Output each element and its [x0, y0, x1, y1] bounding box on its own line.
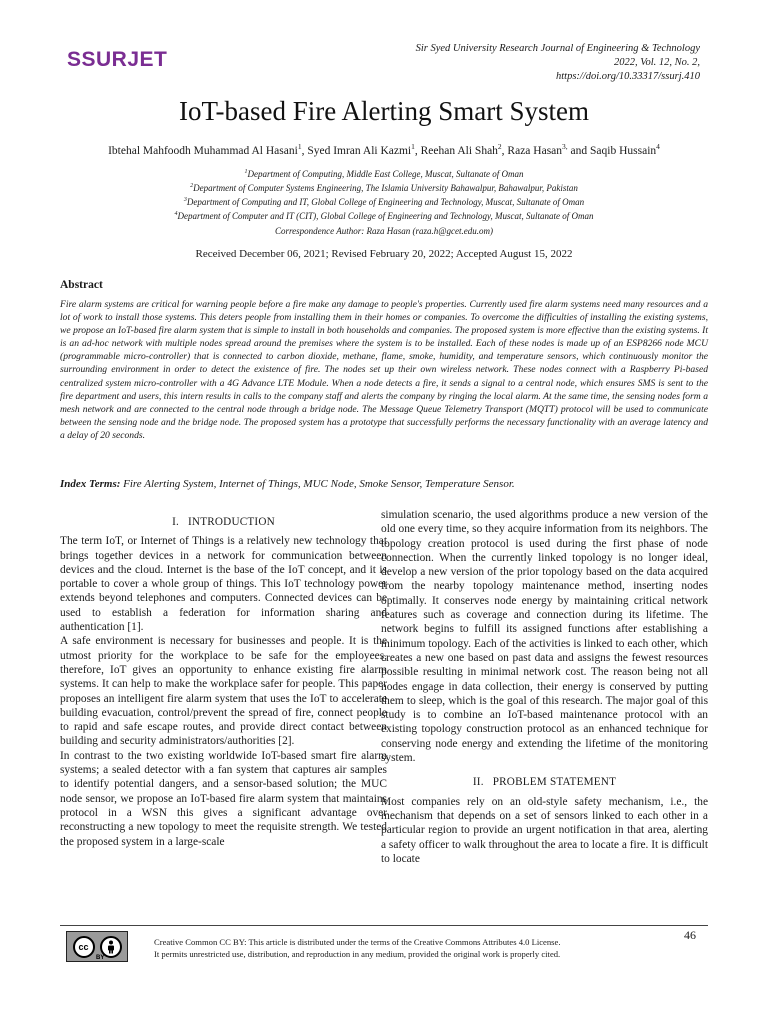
journal-volume: 2022, Vol. 12, No. 2, [613, 57, 700, 68]
affiliation-list [40, 166, 728, 222]
affiliation [40, 208, 728, 222]
author-affil-mark: 2 [497, 142, 502, 151]
author-name: Reehan Ali Shah [420, 144, 498, 157]
by-label: BY [96, 955, 105, 961]
affiliation [40, 180, 728, 194]
paragraph: simulation scenario, the used algorithms produce a new version of the old one every time, so they acquire information from its neighbors. The topology creation protocol is used during the first phase of node connection. When the currently linked topology is no longer ideal, develop a new version of the prior topology based on the data acquired from the nearby topology maintenance method, inserting nodes optimally. It conserves node energy by maintaining critical network features such as coverage and connection during its lifetime. The network begins to fulfill its assigned functions after establishing a minimum topology. Each of the activities is linked to each other, which creates a new one based on past data and assigns the fewest resources possible resulting in minimal network cost. The reason being not all nodes engage in data collection, their energy is conserved by putting them to sleep, which is the goal of this research. The major goal of this study is to combine an IoT-based maintenance protocol with an existing topology construction protocol as an enhanced technique for conserving node energy and extending the lifetime of the monitoring system. [381, 509, 708, 765]
author-name: Syed Imran Ali Kazmi [307, 144, 412, 157]
license-line: It permits unrestricted use, distribution, and reproduction in any medium, provided the original work is properly cited. [154, 949, 561, 959]
index-terms [60, 478, 708, 490]
author-affil-mark: 4 [656, 142, 660, 151]
affiliation [40, 194, 728, 208]
section-heading-introduction: I. INTRODUCTION [172, 516, 275, 528]
footer-divider [60, 925, 708, 926]
paragraph: A safe environment is necessary for businesses and people. It is the utmost priority for the workplace to be safe for the employees, therefore, IoT gives an opportunity to enhance existing fire alarm systems. It can help to make the workplace safer for people. This paper proposes an intelligent fire alarm system that uses the IoT to accelerate building evacuation, control/prevent the spread of fire, connect people to rapid and safe escape routes, and provide direct contact between building and security administrators/authorities [2]. [60, 635, 387, 748]
author-affil-mark: 1 [297, 142, 302, 151]
affil-mark: 1 [244, 169, 248, 175]
section-heading-problem-statement: II. PROBLEM STATEMENT [472, 776, 617, 789]
author-separator: , [501, 144, 508, 157]
correspondence-author: Correspondence Author: Raza Hasan (raza.h@gcet.edu.om) [274, 226, 493, 236]
author-name: Raza Hasan [507, 144, 563, 157]
journal-logo: SSURJET [67, 48, 168, 71]
license-notice [154, 936, 674, 960]
affiliation [40, 166, 728, 180]
abstract-text: Fire alarm systems are critical for warning people before a fire make any damage to people's properties. Currently used fire alarm systems need many resources and a lot of work to install those systems. This deters people from installing them in their homes or companies. To overcome the difficulties of installing the existing systems, we propose an IoT-based fire alarm system that is simple to install in both households and companies. The proposed system is more effective than the existing systems. It is an ad-hoc network with multiple nodes spread around the premises where the system is to be installed. Each of these nodes is made up of an ESP8266 node MCU (programmable micro-controller) that is connected to carbon dioxide, methane, flame, smoke, humidity, and temperature sensors, which continuously monitor the surrounding environment in order to detect the existence of fire. The nodes set up their own wireless network. These nodes connect with a Raspberry Pi-based centralized system micro-controller with a 4G Advance LTE Module. When a node detects a fire, it sends a signal to a central node, which ensures SMS is sent to the fire department and users, this intern results in calls to the company staff and alerts the company by ringing the local alarm. At the same time, the sensing nodes form a mesh network and are connected to the central node through a bridge node. The Message Queue Telemetry Transport (MQTT) protocol will be used to communicate between the sensing node and the bridge node. The proposed system has a prototype that successfully performs the necessary functionality with an average latency and a delay of 20 seconds. [60, 299, 708, 441]
author-list [40, 142, 728, 157]
author-affil-mark: 3, [562, 142, 568, 151]
affil-mark: 2 [190, 183, 194, 189]
author-name: Saqib Hussain [590, 144, 657, 157]
license-line: Creative Common CC BY: This article is distributed under the terms of the Creative Commons Attributes 4.0 License. [154, 937, 561, 947]
index-terms-label: Index Terms: [60, 478, 121, 490]
journal-name: Sir Syed University Research Journal of Engineering & Technology [415, 43, 700, 54]
person-icon-svg [105, 940, 117, 954]
affil-text: Department of Computer and IT (CIT), Global College of Engineering and Technology, Muscat, Sultanate of Oman [177, 211, 594, 221]
paragraph: In contrast to the two existing worldwide IoT-based smart fire alarm systems; a sealed detector with a fan system that captures air samples to identify potential dangers, and a sensor-based solution; the MUC node sensor, we propose an IoT-based fire alarm system that maintains protocol in a WSN this gives a significant advantage over reconstructing a new topology to meet the requisite strength. We tested the proposed system in a large-scale [60, 749, 387, 848]
left-column [60, 505, 387, 849]
abstract-heading: Abstract [60, 279, 103, 291]
paragraph: The term IoT, or Internet of Things is a relatively new technology that brings together devices in a network for communication between devices and the cloud. Internet is the base of the IoT concept, and it is portable to cover a whole group of things. This IoT technology power extends beyond telephones and computers. Connected devices can be used to establish a federation for information sharing and authentication [1]. [60, 535, 387, 634]
paragraph: Most companies rely on an old-style safety mechanism, i.e., the mechanism that depends on a set of sensors linked to each other in a particular region to provide an urgent notification in that area, alerting a safety officer to walk throughout the area to locate a fire. It is difficult to locate [381, 795, 708, 865]
author-affil-mark: 1 [411, 142, 415, 151]
cc-icon: cc [73, 936, 95, 958]
index-terms-text: Fire Alerting System, Internet of Things, MUC Node, Smoke Sensor, Temperature Sensor. [120, 478, 515, 490]
journal-header [416, 42, 700, 84]
author-separator: , [414, 144, 421, 157]
affil-text: Department of Computer Systems Engineering, The Islamia University Bahawalpur, Bahawalpur, Pakistan [193, 183, 578, 193]
right-column [381, 508, 708, 866]
author-separator: , [301, 144, 308, 157]
affil-mark: 4 [174, 211, 178, 217]
page-number: 46 [684, 928, 696, 942]
affil-mark: 3 [183, 197, 187, 203]
affil-text: Department of Computing and IT, Global College of Engineering and Technology, Muscat, Sultanate of Oman [186, 197, 585, 207]
journal-doi[interactable]: https://doi.org/10.33317/ssurj.410 [555, 71, 700, 82]
affil-text: Department of Computing, Middle East College, Muscat, Sultanate of Oman [247, 169, 524, 179]
submission-dates: Received December 06, 2021; Revised February 20, 2022; Accepted August 15, 2022 [195, 248, 573, 260]
author-separator: and [567, 144, 591, 157]
paper-title: IoT-based Fire Alerting Smart System [179, 96, 589, 126]
author-name: Ibtehal Mahfoodh Muhammad Al Hasani [108, 144, 298, 157]
